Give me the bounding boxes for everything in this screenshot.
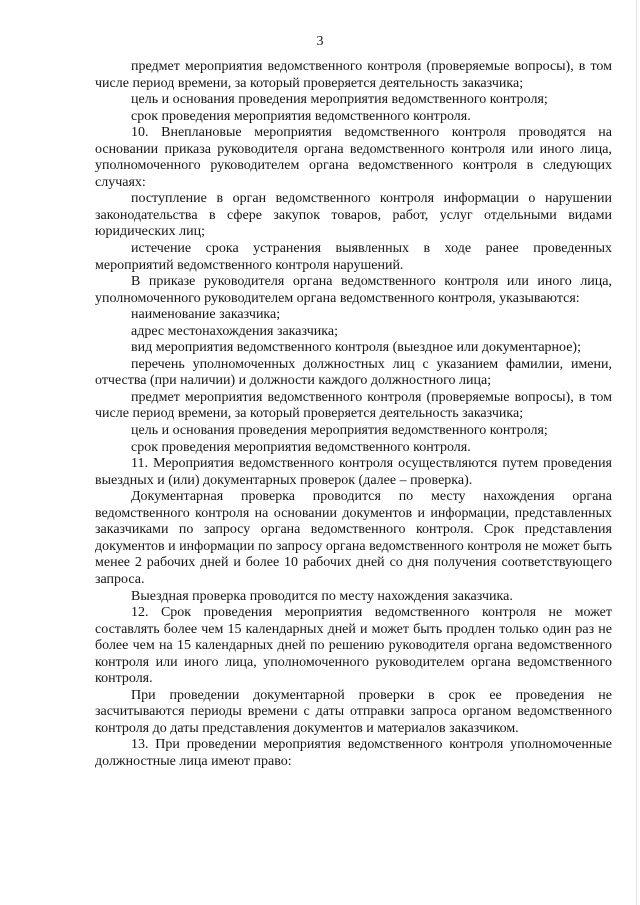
paragraph: Выездная проверка проводится по месту нахождения заказчика. <box>131 588 513 604</box>
paragraph: 11. Мероприятия ведомственного контроля осуществляются путем проведения выездных и (или) документарных проверок (далее – проверка). <box>95 456 612 488</box>
document-body <box>95 59 612 771</box>
paragraph: цель и основания проведения мероприятия ведомственного контроля; <box>131 92 548 108</box>
paragraph: наименование заказчика; <box>131 307 281 323</box>
paragraph: срок проведения мероприятия ведомственного контроля. <box>131 439 471 455</box>
scan-edge-line <box>636 0 637 905</box>
paragraph: вид мероприятия ведомственного контроля (выездное или документарное); <box>131 340 581 356</box>
paragraph: Документарная проверка проводится по месту нахождения органа ведомственного контроля на основании документов и информации, представленных заказчиками по запросу органа ведомственного контроля. Срок представления документов и информации по запросу органа ведомственного контроля не может быть менее 2 рабочих дней и более 10 рабочих дней со дня получения соответствующего запроса. <box>95 489 612 587</box>
paragraph: предмет мероприятия ведомственного контроля (проверяемые вопросы), в том числе период времени, за который проверяется деятельность заказчика; <box>95 389 612 422</box>
paragraph: 13. При проведении мероприятия ведомственного контроля уполномоченные должностные лица имеют право: <box>95 737 612 769</box>
paragraph: адрес местонахождения заказчика; <box>131 323 338 339</box>
paragraph: истечение срока устранения выявленных в ходе ранее проведенных мероприятий ведомственного контроля нарушений. <box>95 241 612 273</box>
page-number: 3 <box>316 34 324 49</box>
paragraph: перечень уполномоченных должностных лиц с указанием фамилии, имени, отчества (при наличии) и должности каждого должностного лица; <box>95 356 612 389</box>
paragraph: В приказе руководителя органа ведомственного контроля или иного лица, уполномоченного руководителем органа ведомственного контроля, указываются: <box>95 274 612 306</box>
paragraph: 12. Срок проведения мероприятия ведомственного контроля не может составлять более чем 15 календарных дней и может быть продлен только один раз не более чем на 15 календарных дней по решению руководителя органа ведомственного контроля или иного лица, уполномоченного руководителем органа ведомственного контроля. <box>95 605 612 687</box>
paragraph: предмет мероприятия ведомственного контроля (проверяемые вопросы), в том числе период времени, за который проверяется деятельность заказчика; <box>95 59 612 91</box>
paragraph: При проведении документарной проверки в срок ее проведения не засчитываются периоды времени с даты отправки запроса органом ведомственного контроля до даты представления документов и материалов заказчиком. <box>95 687 612 736</box>
paragraph: цель и основания проведения мероприятия ведомственного контроля; <box>131 423 548 439</box>
paragraph: срок проведения мероприятия ведомственного контроля. <box>131 108 471 124</box>
paragraph: поступление в орган ведомственного контроля информации о нарушении законодательства в сфере закупок товаров, работ, услуг отдельными видами юридических лиц; <box>95 191 612 240</box>
paragraph: 10. Внеплановые мероприятия ведомственного контроля проводятся на основании приказа руководителя органа ведомственного контроля или иного лица, уполномоченного руководителем органа ведомственного контроля в следующих случаях: <box>95 125 612 190</box>
